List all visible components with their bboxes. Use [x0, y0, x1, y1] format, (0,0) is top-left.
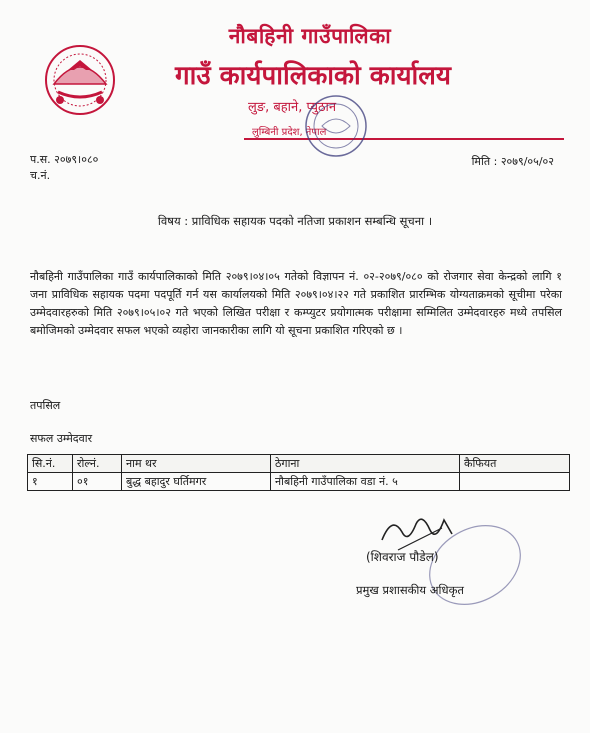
- table-row: [28, 473, 570, 491]
- office-province: लुम्बिनी प्रदेश, नेपाल: [252, 127, 327, 138]
- tapsil-label: तपसिल: [30, 399, 61, 412]
- signer-name: (शिवराज पौडेल): [366, 550, 439, 564]
- header-divider: [244, 138, 564, 140]
- notice-subject: विषय : प्राविधिक सहायक पदको नतिजा प्रकाशन सम्बन्धि सूचना ।: [157, 214, 433, 228]
- dispatch-number: च.नं.: [30, 169, 51, 182]
- cell-name: बुद्ध बहादुर घर्तिमगर: [122, 473, 271, 491]
- office-name: गाउँ कार्यपालिकाको कार्यालय: [175, 61, 451, 91]
- selected-candidates-label: सफल उम्मेदवार: [30, 432, 93, 445]
- col-header-address: ठेगाना: [271, 455, 460, 473]
- issue-date: मिति : २०७९/०५/०२: [471, 155, 554, 168]
- municipality-emblem-icon: [40, 40, 120, 118]
- notice-body: नौबहिनी गाउँपालिका गाउँ कार्यपालिकाको मिति २०७९।०४।०५ गतेको विज्ञापन नं. ०२-२०७९/०८० को रोजगार सेवा केन्द्रको लागि १ जना प्राविधिक सहायक पदमा पदपूर्ति गर्न यस कार्यालयको मिति २०७९।०४।२२ गते प्रकाशित प्रारम्भिक योग्यताक्रमको सूचीमा परेका उम्मेदवारहरुको मिति २०७९।०५।०२ गते भएको लिखित परीक्षा र कम्प्युटर प्रयोगात्मक परीक्षामा सम्मिलित उम्मेदवारहरु मध्ये तपसिल बमोजिमको उम्मेदवार सफल भएको व्यहोरा जानकारीका लागि यो सूचना प्रकाशित गरिएको छ ।: [30, 270, 562, 337]
- cell-roll: ०१: [73, 473, 122, 491]
- col-header-roll: रोल्नं.: [73, 455, 122, 473]
- col-header-remarks: कैफियत: [460, 455, 570, 473]
- office-address: लुङ, बहाने, प्युठान: [248, 100, 337, 115]
- col-header-sn: सि.नं.: [28, 455, 73, 473]
- cell-remarks: [460, 473, 570, 491]
- office-seal-icon: [300, 90, 372, 162]
- cell-sn: १: [28, 473, 73, 491]
- reference-numbers: [30, 152, 98, 184]
- col-header-name: नाम थर: [122, 455, 271, 473]
- cell-address: नौबहिनी गाउँपालिका वडा नं. ५: [271, 473, 460, 491]
- result-table: [27, 454, 570, 491]
- signer-title: प्रमुख प्रशासकीय अधिकृत: [356, 583, 464, 597]
- letter-number: प.स. २०७९।०८०: [30, 153, 99, 166]
- table-header-row: [28, 455, 570, 473]
- org-name: नौबहिनी गाउँपालिका: [228, 24, 392, 48]
